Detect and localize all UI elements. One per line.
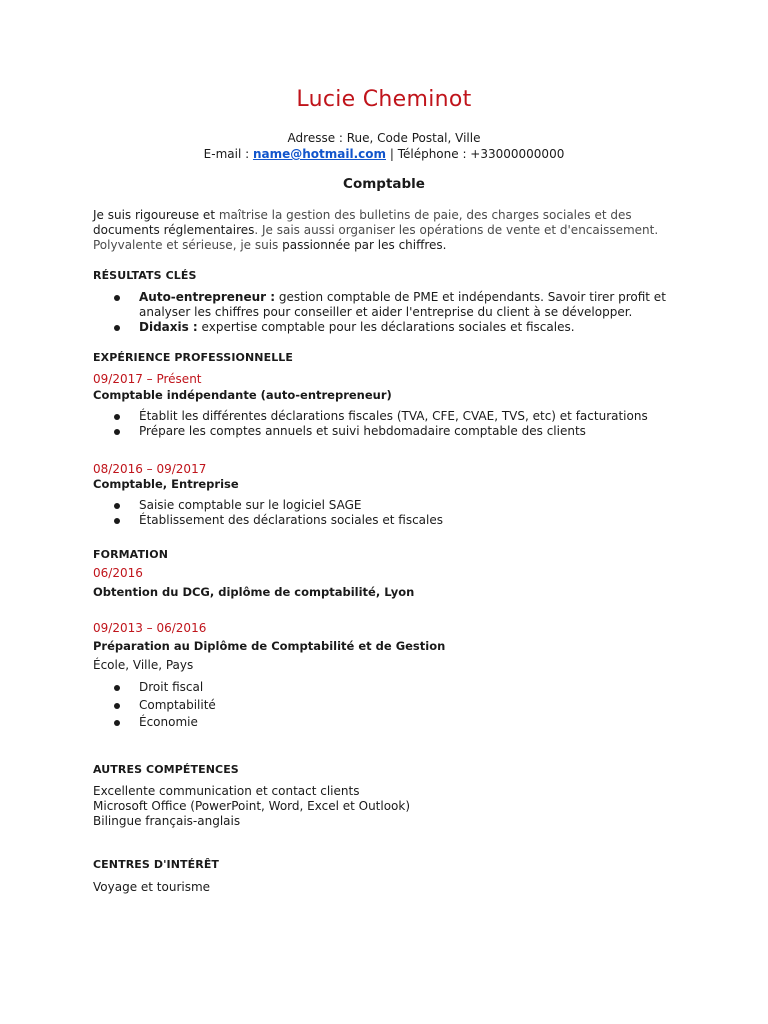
job-date: 09/2017 – Présent: [93, 372, 202, 386]
list-item: Établissement des déclarations sociales et fiscales: [114, 513, 704, 528]
list-item: Saisie comptable sur le logiciel SAGE: [114, 498, 704, 513]
list-item: Bilingue français-anglais: [93, 814, 241, 828]
email-label: E-mail :: [203, 147, 253, 161]
education-place: École, Ville, Pays: [93, 658, 194, 672]
list-item: Prépare les comptes annuels et suivi hebdomadaire comptable des clients: [114, 424, 704, 439]
profile-line-1: Je suis rigoureuse et maîtrise la gestion des bulletins de paie, des charges sociales et des: [93, 208, 632, 222]
skills-list: [93, 784, 693, 829]
bullet-icon: [114, 518, 120, 524]
results-list: [114, 290, 704, 335]
list-item: Comptabilité: [114, 698, 704, 713]
bullet-icon: [114, 429, 120, 435]
list-item: Auto-entrepreneur : gestion comptable de PME et indépendants. Savoir tirer profit et analyser les chiffres pour conseiller et aider l'entreprise du client à se développer.: [114, 290, 704, 320]
education-date: 09/2013 – 06/2016: [93, 621, 207, 635]
bullet-icon: [114, 503, 120, 509]
email-phone-line: [0, 147, 768, 162]
bullet-icon: [114, 703, 120, 709]
section-heading-interests: CENTRES D'INTÉRÊT: [93, 858, 220, 871]
list-item: Microsoft Office (PowerPoint, Word, Excel et Outlook): [93, 799, 411, 813]
section-heading-experience: EXPÉRIENCE PROFESSIONNELLE: [93, 351, 294, 364]
phone-text: | Téléphone : +33000000000: [386, 147, 565, 161]
section-heading-skills: AUTRES COMPÉTENCES: [93, 763, 239, 776]
education-title: Obtention du DCG, diplôme de comptabilité, Lyon: [93, 585, 415, 599]
job-date: 08/2016 – 09/2017: [93, 462, 207, 476]
section-heading-results: RÉSULTATS CLÉS: [93, 269, 197, 282]
education-title: Préparation au Diplôme de Comptabilité et de Gestion: [93, 639, 446, 653]
education-date: 06/2016: [93, 566, 143, 580]
bullet-icon: [114, 325, 120, 331]
bullet-icon: [114, 720, 120, 726]
job-position: Comptable, Entreprise: [93, 477, 239, 491]
education-subjects-list: [114, 680, 704, 730]
address-line: Adresse : Rue, Code Postal, Ville: [287, 131, 481, 145]
profile-line-2: documents réglementaires. Je sais aussi organiser les opérations de vente et d'encaissement.: [93, 223, 659, 237]
email-link[interactable]: name@hotmail.com: [252, 147, 387, 161]
bullet-icon: [114, 295, 120, 301]
list-item: Excellente communication et contact clients: [93, 784, 360, 798]
candidate-name: Lucie Cheminot: [296, 87, 472, 112]
list-item: Droit fiscal: [114, 680, 704, 695]
list-item: Établit les différentes déclarations fiscales (TVA, CFE, CVAE, TVS, etc) et facturations: [114, 409, 704, 424]
job-duties-list: [114, 409, 704, 439]
profile-line-3: Polyvalente et sérieuse, je suis passionnée par les chiffres.: [93, 238, 447, 252]
bullet-icon: [114, 414, 120, 420]
list-item: Voyage et tourisme: [93, 880, 211, 894]
list-item: Didaxis : expertise comptable pour les déclarations sociales et fiscales.: [114, 320, 704, 335]
bullet-icon: [114, 685, 120, 691]
list-item: Économie: [114, 715, 704, 730]
section-heading-education: FORMATION: [93, 548, 168, 561]
job-title: Comptable: [343, 176, 425, 192]
job-duties-list: [114, 498, 704, 528]
job-position: Comptable indépendante (auto-entrepreneur): [93, 388, 392, 402]
profile-summary: [93, 208, 693, 253]
